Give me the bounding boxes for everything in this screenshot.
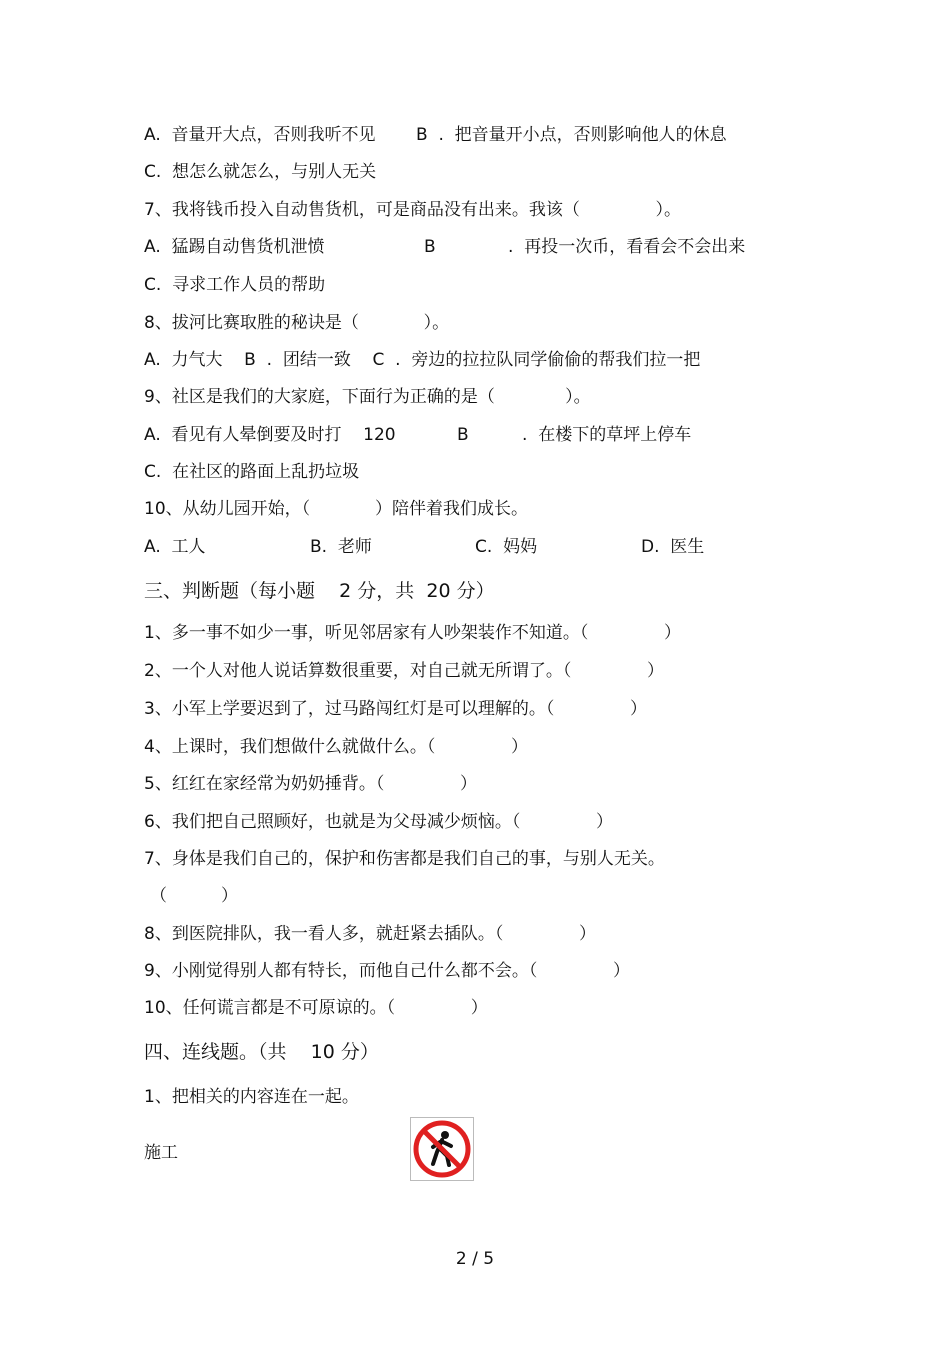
question-10-option-a: A. 工人 [144,537,206,557]
question-10-option-b: B. 老师 [310,537,372,557]
judge-5: 5、红红在家经常为奶奶捶背。（ ） [144,774,477,794]
question-9-option-b-letter: B [457,425,469,445]
line-1b: B . 把音量开小点，否则影响他人的休息 [416,125,727,145]
question-9-option-c: C. 在社区的路面上乱扔垃圾 [144,462,360,482]
section-4-heading: 四、连线题。（共 10 分） [144,1041,379,1063]
question-9: 9、社区是我们的大家庭，下面行为正确的是（ ）。 [144,387,591,407]
judge-2: 2、一个人对他人说话算数很重要，对自己就无所谓了。（ ） [144,661,664,681]
section-3-heading: 三、判断题（每小题 2 分，共 20 分） [144,580,495,602]
page-number: 2 / 5 [455,1249,495,1269]
question-9-option-b-text: . 在楼下的草坪上停车 [522,425,692,445]
line-1a: A. 音量开大点，否则我听不见 [144,125,376,145]
question-7-option-b-text: . 再投一次币，看看会不会出来 [508,237,746,257]
judge-3: 3、小军上学要迟到了，过马路闯红灯是可以理解的。（ ） [144,699,647,719]
question-7: 7、我将钱币投入自动售货机，可是商品没有出来。我该（ ）。 [144,200,681,220]
judge-6: 6、我们把自己照顾好，也就是为父母减少烦恼。（ ） [144,812,613,832]
question-8-options: A. 力气大 B . 团结一致 C . 旁边的拉拉队同学偷偷的帮我们拉一把 [144,350,701,370]
question-8: 8、拔河比赛取胜的秘诀是（ ）。 [144,313,450,333]
item-shigong: 施工 [144,1143,178,1163]
question-7-option-b-letter: B [424,237,436,257]
question-7-option-c: C. 寻求工作人员的帮助 [144,275,326,295]
judge-7: 7、身体是我们自己的，保护和伤害都是我们自己的事，与别人无关。 [144,849,665,869]
judge-10: 10、任何谎言都是不可原谅的。（ ） [144,998,488,1018]
no-pedestrians-sign-icon [410,1117,474,1181]
question-7-option-a: A. 猛踢自动售货机泄愤 [144,237,325,257]
judge-4: 4、上课时，我们想做什么就做什么。（ ） [144,737,528,757]
line-2: C. 想怎么就怎么，与别人无关 [144,162,377,182]
connect-question-1: 1、把相关的内容连在一起。 [144,1087,359,1107]
judge-7-blank: （ ） [150,886,239,906]
question-10-option-d: D. 医生 [641,537,705,557]
question-9-option-a: A. 看见有人晕倒要及时打 120 [144,425,396,445]
judge-9: 9、小刚觉得别人都有特长，而他自己什么都不会。（ ） [144,961,630,981]
question-10-option-c: C. 妈妈 [475,537,538,557]
question-10: 10、从幼儿园开始，（ ）陪伴着我们成长。 [144,499,528,519]
judge-8: 8、到医院排队，我一看人多，就赶紧去插队。（ ） [144,924,596,944]
judge-1: 1、多一事不如少一事，听见邻居家有人吵架装作不知道。（ ） [144,623,681,643]
